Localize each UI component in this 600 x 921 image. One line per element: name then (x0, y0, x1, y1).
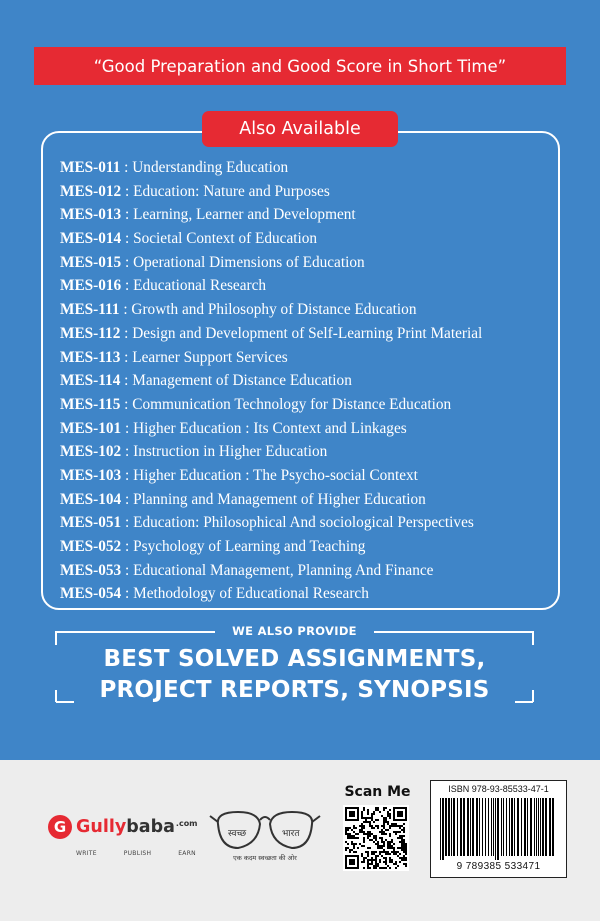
course-code: MES-115 (60, 395, 121, 413)
course-code: MES-012 (60, 182, 122, 200)
course-code: MES-103 (60, 466, 122, 484)
course-title: : Education: Philosophical And sociological Perspectives (125, 514, 474, 532)
course-code: MES-101 (60, 419, 122, 437)
bharat-word: भारत (282, 829, 300, 839)
gullybaba-logo (48, 815, 198, 839)
tagline-word: WRITE (76, 850, 97, 857)
course-title: : Growth and Philosophy of Distance Education (123, 301, 417, 319)
course-title: : Planning and Management of Higher Education (125, 490, 426, 508)
course-title: : Educational Research (125, 277, 267, 295)
barcode-number: 9 789385 533471 (456, 861, 541, 872)
course-title: : Psychology of Learning and Teaching (125, 538, 366, 555)
isbn-text: ISBN 978-93-85533-47-1 (448, 784, 549, 794)
course-title: : Operational Dimensions of Education (125, 253, 365, 271)
tagline-word: PUBLISH (123, 850, 152, 857)
course-code: MES-114 (60, 372, 121, 390)
barcode-icon (434, 796, 562, 860)
course-code: MES-051 (60, 514, 122, 532)
course-title: : Methodology of Educational Research (125, 585, 369, 603)
course-title: : Learner Support Services (124, 348, 288, 366)
course-code: MES-013 (60, 206, 122, 224)
provide-label: WE ALSO PROVIDE (232, 624, 357, 638)
course-title: : Education: Nature and Purposes (125, 182, 330, 200)
also-available-badge: Also Available (202, 111, 398, 147)
course-title: : Higher Education : The Psycho-social Context (125, 466, 418, 484)
course-title: : Management of Distance Education (124, 372, 352, 390)
course-title: : Design and Development of Self-Learning Print Material (124, 324, 483, 342)
swachh-word: स्वच्छ (228, 829, 247, 839)
course-code: MES-053 (60, 561, 122, 579)
qr-code-icon (343, 805, 409, 871)
scan-me-label: Scan Me (344, 784, 411, 800)
course-code: MES-011 (60, 159, 121, 176)
swachh-caption: एक कदम स्वच्छता की ओर (233, 854, 297, 862)
gullybaba-taglines (76, 850, 196, 857)
gullybaba-g-icon: G (48, 815, 72, 839)
course-code: MES-102 (60, 443, 122, 461)
course-code: MES-052 (60, 538, 122, 555)
course-code: MES-104 (60, 490, 122, 508)
course-title: : Communication Technology for Distance Education (124, 395, 452, 413)
course-title: : Higher Education : Its Context and Linkages (125, 419, 407, 437)
course-title: : Learning, Learner and Development (125, 206, 356, 224)
course-title: : Instruction in Higher Education (125, 443, 328, 461)
course-code: MES-016 (60, 277, 122, 295)
course-code: MES-015 (60, 253, 122, 271)
gullybaba-wordmark: Gullybaba$^{.com}$ (76, 817, 198, 837)
course-code: MES-113 (60, 348, 121, 366)
course-title: : Understanding Education (124, 159, 289, 176)
provide-line-2: PROJECT REPORTS, SYNOPSIS (99, 677, 490, 703)
course-code: MES-054 (60, 585, 122, 603)
course-code: MES-112 (60, 324, 121, 342)
course-title: : Societal Context of Education (125, 230, 318, 248)
course-title: : Educational Management, Planning And Finance (125, 561, 434, 579)
provide-line-1: BEST SOLVED ASSIGNMENTS, (103, 646, 486, 672)
tagline-banner: “Good Preparation and Good Score in Short Time” (34, 47, 566, 85)
tagline-word: EARN (178, 850, 196, 857)
course-code: MES-014 (60, 230, 122, 248)
course-code: MES-111 (60, 301, 120, 319)
